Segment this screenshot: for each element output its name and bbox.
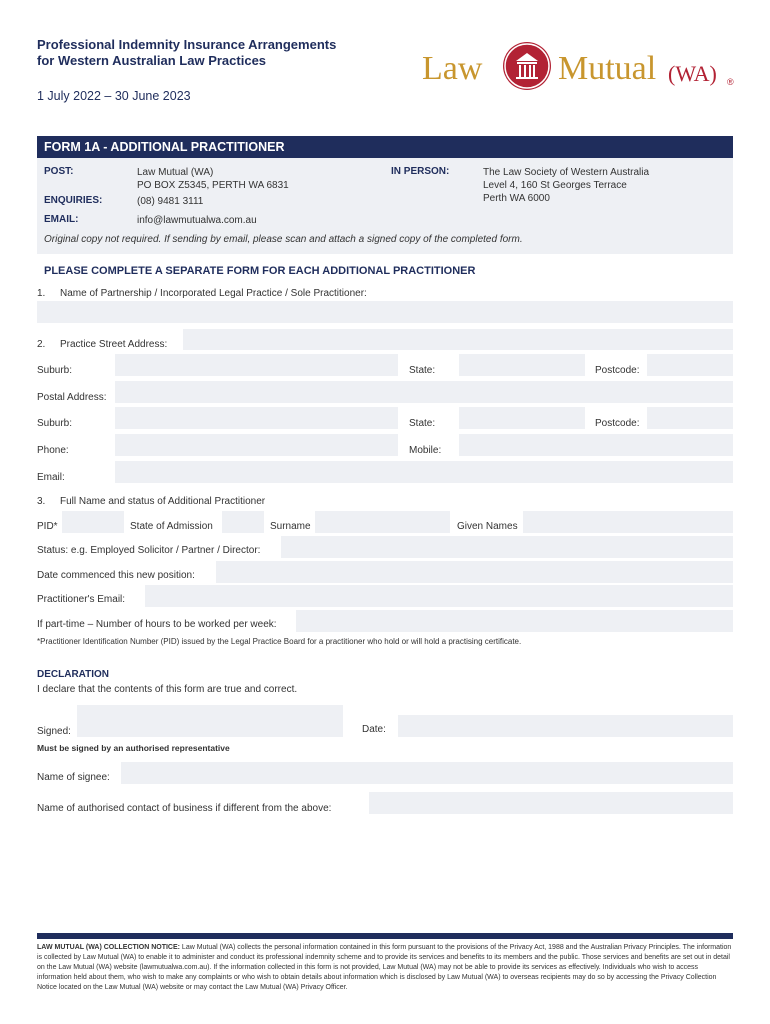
name-signee-label: Name of signee: (37, 772, 110, 783)
postal-state-field[interactable] (459, 407, 585, 429)
postal-postcode-field[interactable] (647, 407, 733, 429)
mobile-field[interactable] (459, 434, 733, 456)
logo-word-mutual: Mutual (558, 50, 657, 87)
date-label: Date: (362, 724, 386, 735)
in-person-line-3: Perth WA 6000 (483, 193, 550, 204)
document-title (37, 37, 336, 69)
part-time-hours-field[interactable] (296, 610, 733, 632)
must-sign-note: Must be signed by an authorised representative (37, 743, 230, 753)
suburb-label: Suburb: (37, 365, 73, 376)
surname-label: Surname (270, 521, 311, 532)
practice-name-field[interactable] (37, 301, 733, 323)
law-mutual-seal-icon (503, 42, 551, 90)
date-commenced-field[interactable] (216, 561, 733, 583)
postal-suburb-field[interactable] (115, 407, 398, 429)
state-admission-field[interactable] (222, 511, 264, 533)
email-field[interactable] (115, 461, 733, 483)
q2-number: 2. (37, 339, 46, 350)
email-address-link[interactable]: info@lawmutualwa.com.au (137, 215, 257, 226)
surname-field[interactable] (315, 511, 450, 533)
title-line-1: Professional Indemnity Insurance Arrangements (37, 37, 337, 52)
collection-notice-text: Law Mutual (WA) collects the personal information contained in this form pursuant to the provisions of the Privacy Act, 1988 and the Australian Privacy Principles. The information is collected by Law Mutual (WA) to enable it to administer and conduct its professional indemnity scheme and to provide its services and benefits to its members and the public. Those services and benefits are set out in detail on the Law Mutual (WA) website (lawmutualwa.com.au). If the information collected in this form is not provided, Law Mutual (WA) may not be able to provide its services as effectively. Individuals who wish to access information held about them, who wish to make any complaints or who wish to obtain details about information which is disclosed by Law Mutual (WA) to overseas recipients may do so by accessing the Privacy Collection Notice located on the Law Mutual (WA) website or may contact the Law Mutual (WA) Privacy Officer. (37, 944, 732, 991)
state-admission-label: State of Admission (130, 521, 213, 532)
pid-label: PID* (37, 521, 58, 532)
q3-label: Full Name and status of Additional Practitioner (60, 496, 266, 507)
status-label: Status: e.g. Employed Solicitor / Partner / Director: (37, 545, 261, 556)
logo-word-law: Law (422, 50, 483, 87)
postal-state-label: State: (409, 418, 436, 429)
q3-number: 3. (37, 496, 46, 507)
title-line-2: for Western Australian Law Practices (37, 53, 267, 68)
state-label: State: (409, 365, 436, 376)
collection-notice (37, 943, 733, 993)
declaration-statement: I declare that the contents of this form are true and correct. (37, 684, 298, 695)
email-field-label: Email: (37, 472, 65, 483)
pid-field[interactable] (62, 511, 124, 533)
street-address-field[interactable] (183, 329, 733, 350)
status-field[interactable] (281, 536, 733, 558)
practitioner-email-field[interactable] (145, 585, 733, 607)
post-label: POST: (44, 166, 74, 177)
mobile-label: Mobile: (409, 445, 442, 456)
declaration-heading: DECLARATION (37, 669, 110, 680)
in-person-line-1: The Law Society of Western Australia (483, 167, 650, 178)
q2-label: Practice Street Address: (60, 339, 168, 350)
postcode-label: Postcode: (595, 365, 640, 376)
name-signee-field[interactable] (121, 762, 733, 784)
post-address (137, 166, 289, 192)
submission-note: Original copy not required. If sending by email, please scan and attach a signed copy of the completed form. (44, 234, 523, 245)
given-names-field[interactable] (523, 511, 733, 533)
postal-address-field[interactable] (115, 381, 733, 403)
post-line-1: Law Mutual (WA) (137, 167, 214, 178)
state-field[interactable] (459, 354, 585, 376)
practitioner-email-label: Practitioner's Email: (37, 594, 126, 605)
postal-postcode-label: Postcode: (595, 418, 640, 429)
date-commenced-label: Date commenced this new position: (37, 570, 195, 581)
in-person-line-2: Level 4, 160 St Georges Terrace (483, 180, 627, 191)
phone-label: Phone: (37, 445, 69, 456)
phone-field[interactable] (115, 434, 398, 456)
logo-registered-mark: ® (727, 77, 734, 87)
collection-notice-title: LAW MUTUAL (WA) COLLECTION NOTICE: (37, 944, 180, 951)
q1-label: Name of Partnership / Incorporated Legal Practice / Sole Practitioner: (60, 288, 367, 299)
q1-number: 1. (37, 288, 46, 299)
date-field[interactable] (398, 715, 733, 737)
in-person-label: IN PERSON: (391, 166, 450, 177)
enquiries-label: ENQUIRIES: (44, 195, 103, 206)
postal-address-label: Postal Address: (37, 392, 107, 403)
postal-suburb-label: Suburb: (37, 418, 73, 429)
footer-band (37, 933, 733, 939)
email-label: EMAIL: (44, 214, 79, 225)
authorised-contact-field[interactable] (369, 792, 733, 814)
suburb-field[interactable] (115, 354, 398, 376)
in-person-address (483, 166, 649, 205)
pid-footnote: *Practitioner Identification Number (PID) issued by the Legal Practice Board for a practitioner who hold or will hold a practising certificate. (37, 637, 522, 646)
form-title: FORM 1A - ADDITIONAL PRACTITIONER (44, 140, 285, 154)
part-time-label: If part-time – Number of hours to be worked per week: (37, 619, 277, 630)
signature-field[interactable] (77, 705, 343, 737)
signed-label: Signed: (37, 726, 71, 737)
section-heading: PLEASE COMPLETE A SEPARATE FORM FOR EACH ADDITIONAL PRACTITIONER (44, 265, 476, 277)
postcode-field[interactable] (647, 354, 733, 376)
enquiries-phone: (08) 9481 3111 (137, 196, 204, 207)
authorised-contact-label: Name of authorised contact of business if different from the above: (37, 803, 332, 814)
date-range: 1 July 2022 – 30 June 2023 (37, 89, 191, 103)
post-line-2: PO BOX Z5345, PERTH WA 6831 (137, 180, 289, 191)
given-names-label: Given Names (457, 521, 518, 532)
logo-word-wa: (WA) (668, 61, 717, 86)
